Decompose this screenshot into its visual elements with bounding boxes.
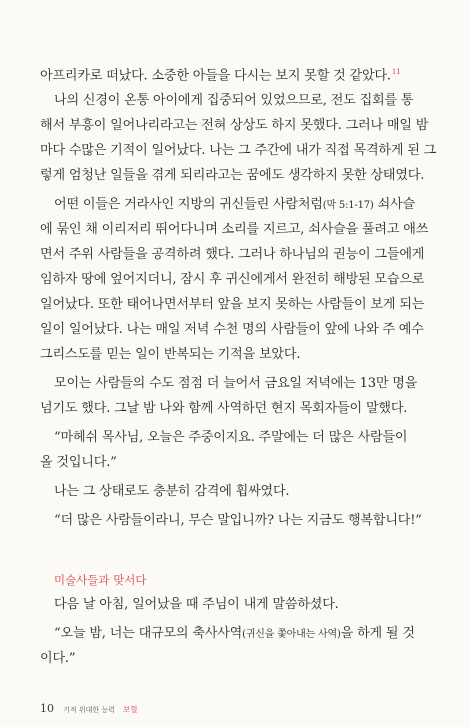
text-line: 마다 수많은 기적이 일어났다. 나는 그 주간에 내가 직접 목격하게 된 그	[40, 143, 437, 158]
text-line: “더 많은 사람들이라니, 무슨 말입니까? 나는 지금도 행복합니다!”	[54, 513, 422, 528]
text-line: 어떤 이들은 거라사인 지방의 귀신들린 사람처럼(막 5:1-17) 쇠사슬	[54, 197, 415, 212]
text-line: “오늘 밤, 너는 대규모의 축사사역(귀신을 쫓아내는 사역)을 하게 될 것	[54, 626, 415, 641]
text-line: 일이 일어났다. 나는 매일 저녁 수천 명의 사람들이 앞에 나와 주 예수	[40, 322, 424, 337]
scripture-reference: (막 5:1-17)	[322, 200, 374, 211]
text-line: 면서 주위 사람들을 공격하려 했다. 그러나 하나님의 권능이 그들에게	[40, 247, 425, 262]
text-line: 그리스도를 믿는 일이 반복되는 기적을 보았다.	[40, 347, 301, 362]
text-line: 넘기도 했다. 그날 밤 나와 함께 사역하던 현지 목회자들이 말했다.	[40, 401, 408, 416]
text-line: 에 묶인 채 이리저리 뛰어다니며 소리를 지르고, 쇠사슬을 풀려고 애쓰	[40, 222, 429, 237]
text-line: 해서 부흥이 일어나리라고는 전혀 상상도 하지 못했다. 그러나 매일 밤	[40, 118, 429, 133]
text-line: 이다.”	[40, 651, 76, 666]
book-title: 보혈	[122, 705, 138, 714]
footnote-marker: 11	[391, 68, 401, 76]
text-line: 올 것입니다.”	[40, 455, 117, 470]
text-line: 렇게 엄청난 일들을 겪게 되리라고는 꿈에도 생각하지 못한 상태였다.	[40, 168, 425, 183]
text-line: 아프리카로 떠났다. 소중한 아들을 다시는 보지 못할 것 같았다.$^{11}$	[40, 68, 401, 84]
text-line: “마헤쉬 목사님, 오늘은 주중이지요. 주말에는 더 많은 사람들이	[54, 430, 408, 445]
text-line: 나의 신경이 온통 아이에게 집중되어 있었으므로, 전도 집회를 통	[54, 93, 414, 108]
text-line: 일어났다. 또한 태어나면서부터 앞을 보지 못하는 사람들이 보게 되는	[40, 297, 425, 312]
inline-note: (귀신을 쫓아내는 사역)	[242, 629, 341, 640]
page-footer	[40, 697, 137, 713]
page-number: 10	[40, 702, 54, 715]
book-label: 기적 위대한 능력	[63, 706, 115, 714]
text-line: 다음 날 아침, 일어났을 때 주님이 내게 말씀하셨다.	[54, 597, 339, 612]
text-line: 모이는 사람들의 수도 점점 더 늘어서 금요일 저녁에는 13만 명을	[54, 376, 418, 391]
text-line: 임하자 땅에 엎어지더니, 잠시 후 귀신에게서 완전히 해방된 모습으로	[40, 272, 425, 287]
section-heading: 미술사들과 맞서다	[54, 573, 147, 587]
text-line: 나는 그 상태로도 충분히 감격에 휩싸였다.	[54, 484, 290, 499]
